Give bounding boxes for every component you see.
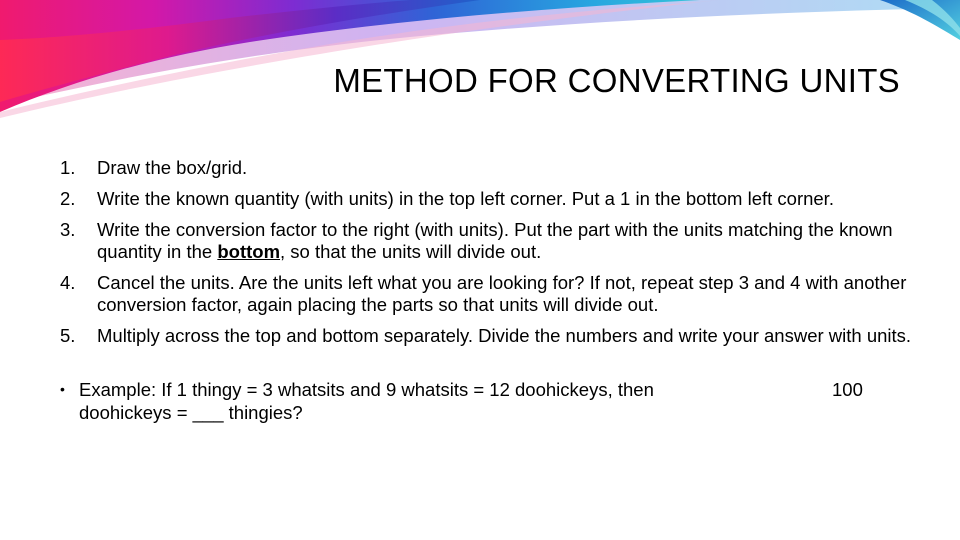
step-number: 1.: [60, 157, 76, 178]
step-text-after: , so that the units will divide out.: [280, 241, 542, 262]
step-text: Draw the box/grid.: [97, 157, 248, 178]
bullet-icon: •: [60, 381, 65, 397]
steps-list: [60, 157, 920, 356]
list-item: [60, 188, 920, 210]
step-text-before: Write the conversion factor to the right (with units). Put the part with the units matching the known quantity in the: [97, 219, 893, 262]
list-item: [60, 157, 920, 179]
list-item: [60, 272, 920, 316]
step-text-emphasis: bottom: [217, 241, 281, 262]
step-text: Write the known quantity (with units) in the top left corner. Put a 1 in the bottom left corner.: [97, 188, 834, 209]
step-number: 2.: [60, 188, 76, 209]
step-number: 5.: [60, 325, 76, 346]
step-text: Cancel the units. Are the units left what you are looking for? If not, repeat step 3 and 4 with another conversion factor, again placing the parts so that units will divide out.: [97, 272, 907, 315]
example-number: 100: [832, 379, 863, 400]
step-text: Multiply across the top and bottom separately. Divide the numbers and write your answer with units.: [97, 325, 912, 346]
list-item: [60, 325, 920, 347]
step-text: [97, 219, 920, 263]
list-item: [60, 219, 920, 263]
step-number: 3.: [60, 219, 76, 240]
step-number: 4.: [60, 272, 76, 293]
example-block: [60, 378, 880, 424]
slide-title: METHOD FOR CONVERTING UNITS: [333, 62, 900, 99]
example-text: Example: If 1 thingy = 3 whatsits and 9 whatsits = 12 doohickeys, then doohickeys = ___ thingies?: [79, 379, 654, 423]
